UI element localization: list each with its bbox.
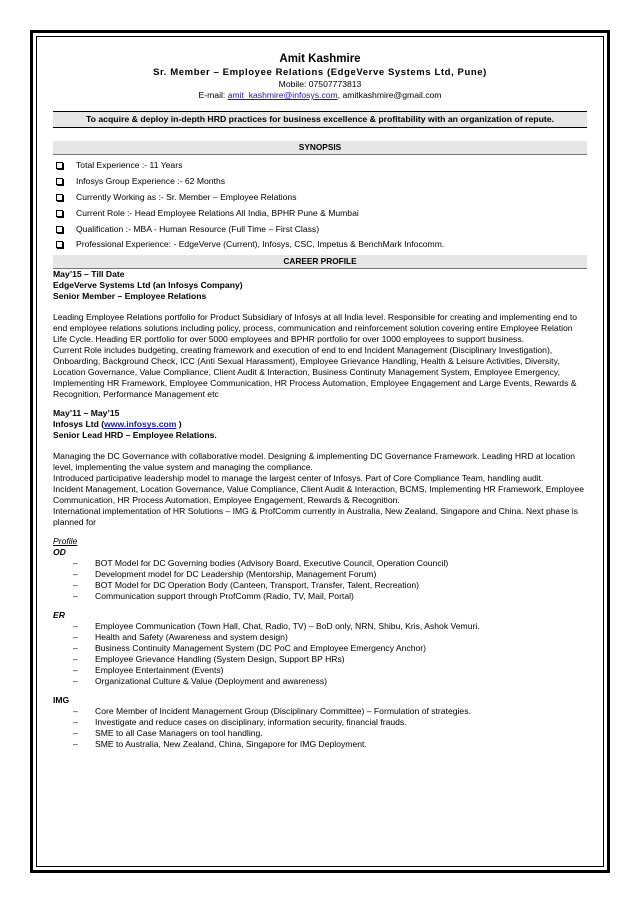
list-item (53, 176, 587, 187)
img-label: IMG (53, 695, 70, 706)
img-item: SME to Australia, New Zealand, China, Singapore for IMG Deployment. (95, 739, 367, 750)
dash-bullet: – (73, 591, 78, 602)
synopsis-list (53, 160, 587, 250)
job2-period: May’11 – May’15 (53, 408, 120, 419)
synopsis-text: Professional Experience: - EdgeVerve (Current), Infosys, CSC, Impetus & BenchMark Infocomm. (76, 239, 445, 250)
objective-statement: To acquire & deploy in-depth HRD practices for business excellence & profitability with an organization of repute. (53, 111, 587, 128)
list-item (53, 224, 587, 235)
od-item: Development model for DC Leadership (Mentorship, Management Forum) (95, 569, 377, 580)
job2-company (53, 419, 587, 430)
email-secondary: , amitkashmire@gmail.com (337, 90, 442, 100)
checkbox-bullet-icon (56, 241, 63, 248)
job1-company: EdgeVerve Systems Ltd (an Infosys Company) (53, 280, 243, 291)
od-item: BOT Model for DC Operation Body (Canteen, Transport, Transfer, Talent, Recreation) (95, 580, 420, 591)
list-item (53, 569, 587, 580)
mobile-number: Mobile: 07507773813 (278, 79, 362, 89)
list-item (53, 160, 587, 171)
list-item (53, 739, 587, 750)
synopsis-heading: SYNOPSIS (53, 141, 587, 155)
er-item: Health and Safety (Awareness and system design) (95, 632, 288, 643)
synopsis-text: Qualification :- MBA - Human Resource (Full Time – First Class) (76, 223, 320, 234)
dash-bullet: – (73, 621, 78, 632)
resume-content (53, 52, 587, 750)
list-item (53, 192, 587, 203)
od-item: Communication support through ProfComm (Radio, TV, Mail, Portal) (95, 591, 354, 602)
dash-bullet: – (73, 665, 78, 676)
checkbox-bullet-icon (56, 194, 63, 201)
synopsis-text: Currently Working as :- Sr. Member – Employee Relations (76, 191, 297, 202)
job1-current-role: Current Role includes budgeting, creating framework and execution of end to end Incident Management (Disciplinary Investigation), Onboarding, Background Check, ICC (Anti Sexual Harassment), Employee Grievance Handling, Health & Leisure Activities, Diversity, Location Governance, Value Compliance, Client Audit & Interaction, Business Continuty Management System, Employee Emergency, Implementing HR Framework, Employee Communication, HR Process Automation, Employee Engagement and Large Events, Rewards & Recognition, Performance Management etc (53, 345, 577, 400)
dash-bullet: – (73, 580, 78, 591)
career-profile-heading: CAREER PROFILE (53, 255, 587, 269)
list-item (53, 654, 587, 665)
profile-label: Profile (53, 536, 78, 547)
list-item (53, 643, 587, 654)
dash-bullet: – (73, 558, 78, 569)
dash-bullet: – (73, 717, 78, 728)
list-item (53, 665, 587, 676)
od-label: OD (53, 547, 66, 558)
er-item: Employee Communication (Town Hall, Chat, Radio, TV) – BoD only, NRN, Shibu, Kris, Ashok Vemuri. (95, 621, 480, 632)
checkbox-bullet-icon (56, 226, 63, 233)
er-label: ER (53, 610, 65, 621)
list-item (53, 676, 587, 687)
checkbox-bullet-icon (56, 210, 63, 217)
synopsis-text: Infosys Group Experience :- 62 Months (76, 175, 226, 186)
img-item: Investigate and reduce cases on disciplinary, information security, financial frauds. (95, 717, 407, 728)
dash-bullet: – (73, 706, 78, 717)
er-item: Employee Entertainment (Events) (95, 665, 224, 676)
er-item: Organizational Culture & Value (Deployment and awareness) (95, 676, 327, 687)
list-item (53, 591, 587, 602)
job1-description: Leading Employee Relations portfolio for Product Subsidiary of Infosys at all India level. Responsible for creating and implementing end to end employee relations solutions including policy, process, communication and reinforcement solution covering entire Employee Relation Life Cycle. Heading ER portfolio for over 5000 employees and BPHR portfolio for over 1000 employees to support business. (53, 312, 578, 345)
job1-period: May’15 – Till Date (53, 269, 125, 280)
list-item (53, 717, 587, 728)
candidate-subtitle: Sr. Member – Employee Relations (EdgeVerve Systems Ltd, Pune) (153, 67, 487, 78)
dash-bullet: – (73, 728, 78, 739)
job2-company-name: Infosys Ltd ( (53, 419, 105, 430)
er-list (53, 621, 587, 687)
checkbox-bullet-icon (56, 162, 63, 169)
img-list (53, 706, 587, 750)
od-item: BOT Model for DC Governing bodies (Advisory Board, Executive Council, Operation Council) (95, 558, 449, 569)
list-item (53, 208, 587, 219)
er-item: Business Continuity Management System (DC PoC and Employee Emergency Anchor) (95, 643, 427, 654)
job1-role: Senior Member – Employee Relations (53, 291, 207, 302)
email-label: E-mail: (198, 90, 228, 100)
er-item: Employee Grievance Handling (System Design, Support BP HRs) (95, 654, 345, 665)
synopsis-text: Total Experience :- 11 Years (76, 160, 183, 170)
list-item (53, 580, 587, 591)
list-item (53, 632, 587, 643)
company-website-link[interactable]: www.infosys.com (104, 419, 177, 430)
dash-bullet: – (73, 739, 78, 750)
job2-company-suffix: ) (176, 419, 182, 430)
list-item (53, 558, 587, 569)
img-item: SME to all Case Managers on tool handling. (95, 728, 263, 739)
list-item (53, 728, 587, 739)
list-item (53, 239, 587, 250)
job2-para-responsibilities: Incident Management, Location Governance, Value Compliance, Client Audit & Interaction, BCMS, Implementing HR Framework, Employee Communication, HR Process Automation, Employee Engagement, Rewards & Recognition. (53, 484, 584, 506)
synopsis-text: Current Role :- Head Employee Relations All India, BPHR Pune & Mumbai (76, 207, 359, 218)
dash-bullet: – (73, 632, 78, 643)
job2-para-governance: Managing the DC Governance with collaborative model. Designing & implementing DC Governance Framework. Leading HRD at location level, implementing the value system and managing the compliance. (53, 451, 576, 473)
email-primary-link[interactable]: amit_kashmire@infosys.com (227, 90, 338, 100)
candidate-name: Amit Kashmire (279, 53, 361, 65)
dash-bullet: – (73, 569, 78, 580)
job2-role: Senior Lead HRD – Employee Relations. (53, 430, 217, 441)
job2-para-international: International implementation of HR Solutions – IMG & ProfComm currently in Australia, New Zealand, Singapore and China. Next phase is planned for (53, 506, 578, 528)
img-item: Core Member of Incident Management Group (Disciplinary Committee) – Formulation of strategies. (95, 706, 471, 717)
dash-bullet: – (73, 676, 78, 687)
list-item (53, 621, 587, 632)
email-line (53, 90, 587, 101)
checkbox-bullet-icon (56, 178, 63, 185)
dash-bullet: – (73, 654, 78, 665)
od-list (53, 558, 587, 602)
job2-para-leadership: Introduced participative leadership model to manage the largest center of Infosys. Part of Core Compliance Team, handling audit. (53, 473, 544, 484)
list-item (53, 706, 587, 717)
dash-bullet: – (73, 643, 78, 654)
